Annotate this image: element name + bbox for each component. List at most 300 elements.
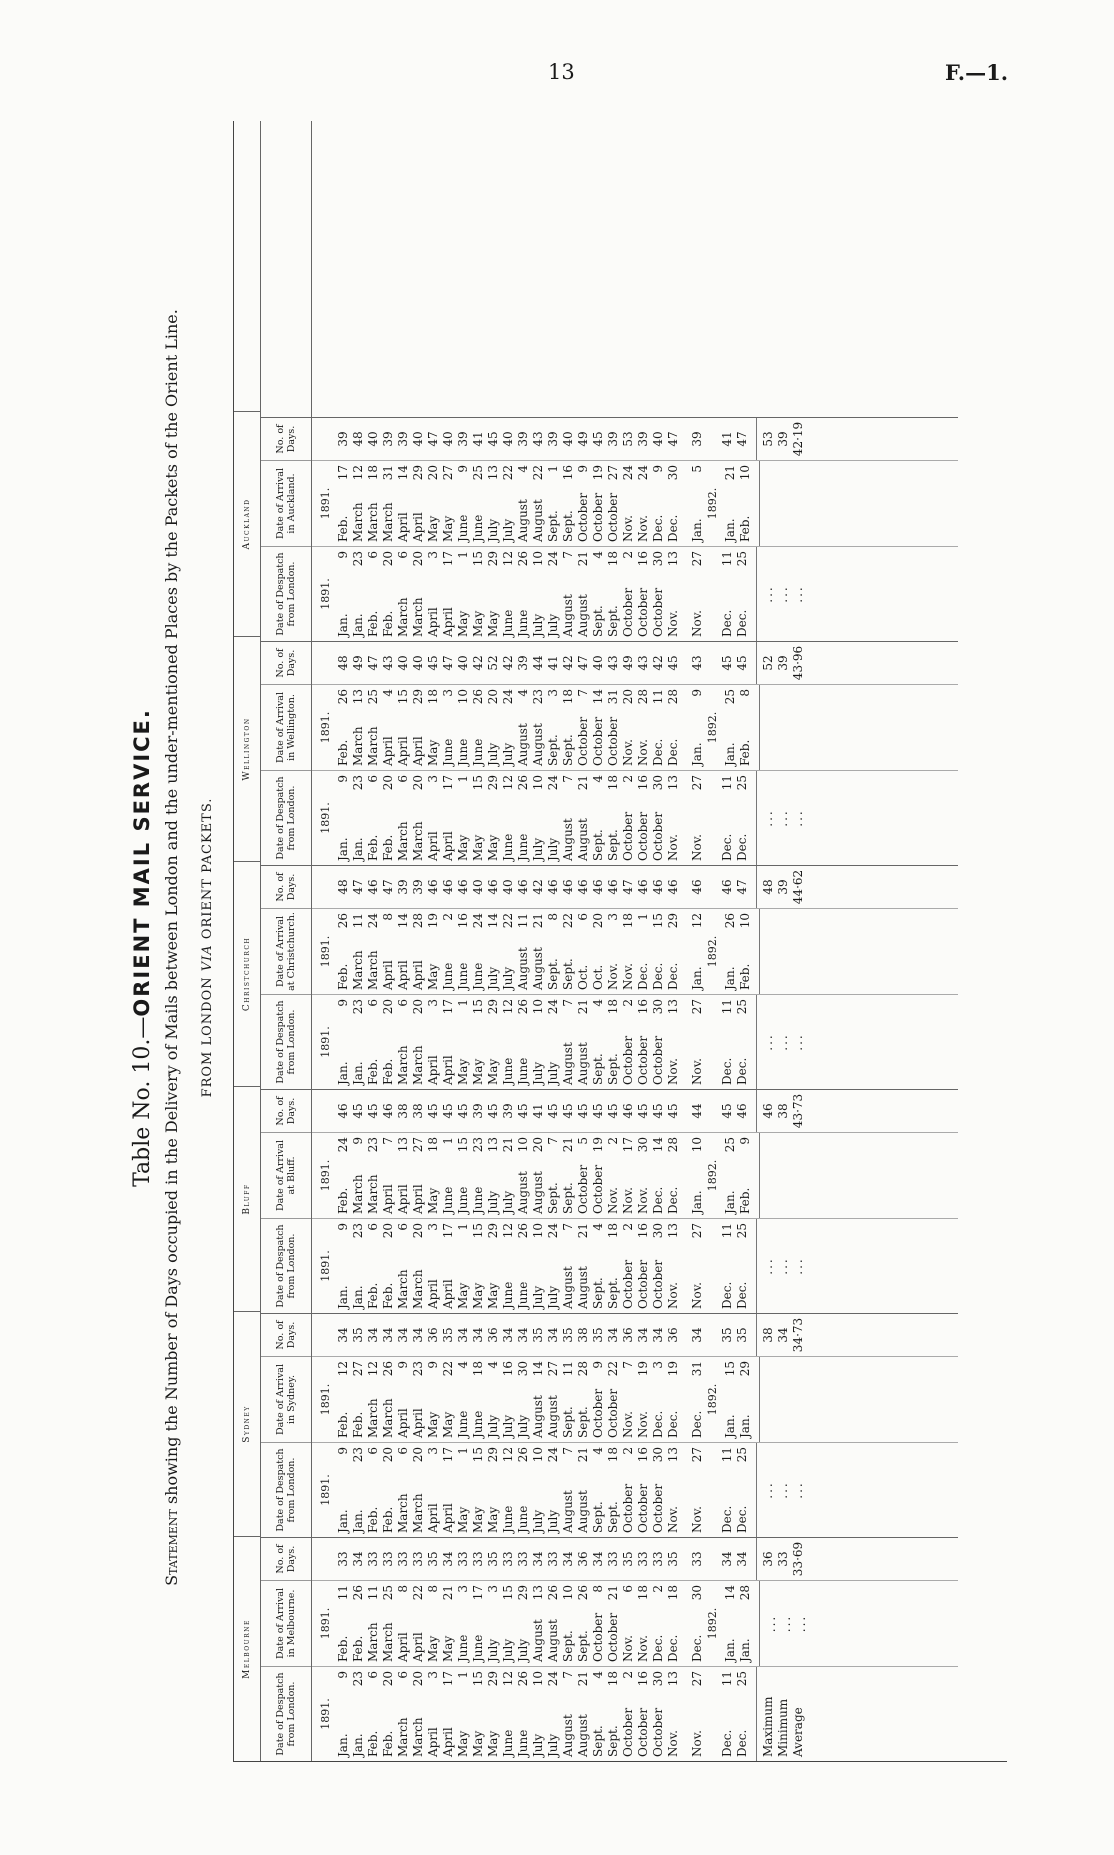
summary-rule — [756, 866, 757, 908]
despatch-month: October — [636, 1035, 650, 1085]
despatch-day: 15 — [471, 999, 485, 1015]
despatch-date — [636, 1443, 651, 1537]
days-value: 40 — [366, 431, 380, 447]
despatch-date — [735, 995, 750, 1089]
summary-dots: ... — [776, 1481, 790, 1499]
days-value: 45 — [591, 1103, 605, 1119]
despatch-day: 18 — [606, 1671, 620, 1687]
despatch-month: April — [426, 1279, 440, 1309]
despatch-month: May — [486, 1506, 500, 1533]
arrival-date — [516, 685, 531, 770]
despatch-date — [336, 1219, 351, 1313]
despatch-date — [441, 1443, 456, 1537]
arrival-month: Feb. — [336, 515, 350, 542]
despatch-day: 6 — [366, 775, 380, 783]
despatch-day: 30 — [651, 1671, 665, 1687]
days-value: 47 — [381, 879, 395, 895]
days-value: 36 — [621, 1327, 635, 1343]
despatch-date — [381, 1443, 396, 1537]
arrival-day: 8 — [396, 1585, 410, 1593]
table-body — [312, 121, 958, 1761]
arrival-month: August — [546, 1619, 560, 1662]
despatch-month: August — [576, 1266, 590, 1309]
despatch-date — [516, 1667, 531, 1761]
arrival-day: 8 — [381, 913, 395, 921]
summary-value-bluff: 38 — [776, 1103, 790, 1119]
arrival-month: Sept. — [576, 1406, 590, 1438]
arrival-date — [666, 1357, 681, 1442]
despatch-day: 23 — [351, 775, 365, 791]
arrival-month: Sept. — [561, 1406, 575, 1438]
despatch-date — [606, 1443, 621, 1537]
arrival-month: Dec. — [666, 514, 680, 542]
arrival-day: 25 — [366, 689, 380, 705]
year-label: 1891. — [319, 1698, 332, 1730]
arrival-day: 30 — [636, 1137, 650, 1153]
despatch-date — [396, 1667, 411, 1761]
arrival-month: April — [411, 512, 425, 542]
year-label: 1891. — [319, 1607, 332, 1640]
despatch-day: 21 — [576, 999, 590, 1015]
arrival-day: 19 — [666, 1361, 680, 1377]
despatch-date — [591, 771, 606, 865]
days-value: 39 — [381, 431, 395, 447]
arrival-month: August — [516, 499, 530, 542]
despatch-day: 23 — [351, 1671, 365, 1687]
arrival-day: 7 — [381, 1137, 395, 1145]
arrival-month: Jan. — [738, 1638, 752, 1662]
arrival-month: July — [501, 966, 515, 990]
days-value: 34 — [546, 1327, 560, 1343]
despatch-month: Nov. — [666, 834, 680, 861]
year-label — [318, 1314, 336, 1356]
days-value: 34 — [396, 1327, 410, 1343]
arrival-date — [690, 1581, 705, 1666]
arrival-month: August — [531, 947, 545, 990]
arrival-day: 28 — [411, 913, 425, 929]
arrival-date — [591, 1133, 606, 1218]
despatch-month: Feb. — [366, 834, 380, 861]
days-value: 39 — [501, 1103, 515, 1119]
days-value: 39 — [636, 431, 650, 447]
despatch-day: 13 — [666, 999, 680, 1015]
arrival-month: March — [381, 502, 395, 542]
days-value: 40 — [471, 879, 485, 895]
arrival-column-wellington — [312, 684, 958, 770]
arrival-month: June — [456, 962, 470, 990]
year-label: 1891. — [319, 487, 332, 520]
arrival-day: 28 — [576, 1361, 590, 1377]
despatch-date — [720, 771, 735, 865]
arrival-day: 14 — [531, 1361, 545, 1377]
city-header-melbourne: Melbourne — [234, 1536, 260, 1761]
despatch-month: Feb. — [381, 1058, 395, 1085]
summary-rule — [756, 1090, 757, 1132]
despatch-month: May — [471, 1730, 485, 1757]
summary-value-bluff: 46 — [761, 1103, 775, 1119]
despatch-date — [426, 1219, 441, 1313]
row-gap — [681, 1538, 690, 1580]
arrival-date — [606, 461, 621, 546]
summary-rule — [759, 909, 760, 994]
arrival-month: June — [456, 1186, 470, 1214]
arrival-month: Nov. — [636, 515, 650, 542]
despatch-day: 1 — [456, 999, 470, 1007]
arrival-month: Nov. — [606, 1187, 620, 1214]
arrival-day: 29 — [516, 1585, 530, 1601]
despatch-date — [576, 1219, 591, 1313]
arrival-month: Feb. — [336, 1411, 350, 1438]
arrival-date — [666, 685, 681, 770]
arrival-month: August — [546, 1395, 560, 1438]
despatch-date — [576, 1667, 591, 1761]
arrival-day: 27 — [546, 1361, 560, 1377]
despatch-month: May — [456, 1282, 470, 1309]
arrival-date — [501, 1357, 516, 1442]
despatch-date — [720, 1443, 735, 1537]
year-label-1892: 1892. — [706, 935, 719, 968]
days-value: 43 — [606, 655, 620, 671]
arrival-month: March — [366, 950, 380, 990]
despatch-month: Dec. — [720, 833, 734, 861]
arrival-month: March — [366, 502, 380, 542]
despatch-day: 20 — [411, 775, 425, 791]
year-label — [318, 1090, 336, 1132]
despatch-day: 4 — [591, 999, 605, 1007]
despatch-date — [411, 547, 426, 641]
arrival-month: May — [426, 1187, 440, 1214]
summary-dots: ... — [761, 809, 775, 827]
despatch-month: June — [501, 609, 515, 637]
arrival-month: Dec. — [636, 962, 650, 990]
arrival-day: 17 — [471, 1585, 485, 1601]
arrival-month: March — [381, 1398, 395, 1438]
arrival-day: 22 — [561, 913, 575, 929]
arrival-date — [411, 1357, 426, 1442]
statement-line — [162, 125, 186, 1770]
days-value: 47 — [576, 655, 590, 671]
arrival-month: July — [516, 1414, 530, 1438]
despatch-month: April — [441, 1055, 455, 1085]
despatch-day: 6 — [396, 1447, 410, 1455]
days-value: 46 — [606, 879, 620, 895]
days-value: 45 — [720, 1103, 734, 1119]
arrival-month: Dec. — [666, 1410, 680, 1438]
despatch-date — [501, 1219, 516, 1313]
despatch-month: July — [546, 1285, 560, 1309]
arrival-day: 18 — [666, 1585, 680, 1601]
arrival-day: 25 — [471, 465, 485, 481]
arrival-date — [336, 1357, 351, 1442]
despatch-month: Dec. — [735, 833, 749, 861]
arrival-day: 23 — [366, 1137, 380, 1153]
arrival-month: Sept. — [561, 510, 575, 542]
summary-value-wellington: 52 — [761, 655, 775, 671]
despatch-day: 20 — [381, 775, 395, 791]
arrival-month: Nov. — [636, 739, 650, 766]
despatch-month: Feb. — [381, 610, 395, 637]
arrival-month: August — [516, 947, 530, 990]
despatch-date — [531, 1667, 546, 1761]
days-value: 45 — [516, 1103, 530, 1119]
row-gap — [681, 1090, 690, 1132]
row-gap — [681, 995, 690, 1089]
despatch-day: 18 — [606, 999, 620, 1015]
despatch-date — [396, 995, 411, 1089]
summary-dots: ... — [761, 585, 775, 603]
days-value: 45 — [351, 1103, 365, 1119]
arrival-date — [456, 685, 471, 770]
arrival-date — [456, 1133, 471, 1218]
despatch-date — [561, 547, 576, 641]
arrival-day: 17 — [621, 1137, 635, 1153]
arrival-date — [651, 1357, 666, 1442]
despatch-date — [651, 1219, 666, 1313]
days-value: 36 — [426, 1327, 440, 1343]
blank-cell — [794, 909, 809, 994]
arrival-day: 12 — [351, 465, 365, 481]
city-header-bluff: Bluff — [234, 1086, 260, 1311]
despatch-day: 6 — [366, 1447, 380, 1455]
despatch-day: 26 — [516, 999, 530, 1015]
arrival-date — [621, 909, 636, 994]
despatch-month: March — [411, 597, 425, 637]
arrival-day: 5 — [690, 465, 704, 473]
arrival-month: October — [576, 492, 590, 542]
arrival-day: 12 — [366, 1361, 380, 1377]
arrival-date — [486, 909, 501, 994]
summary-value-christchurch: 44·62 — [791, 869, 805, 905]
arrival-day: 1 — [636, 913, 650, 921]
days-value: 34 — [531, 1551, 545, 1567]
summary-rule — [756, 1314, 757, 1356]
despatch-month: April — [426, 607, 440, 637]
arrival-month: October — [591, 1388, 605, 1438]
year-label: 1891. — [319, 802, 332, 834]
blank-cell — [779, 461, 794, 546]
city-group-header — [234, 121, 261, 1761]
days-value: 46 — [486, 879, 500, 895]
subheading-via: VIA — [200, 944, 215, 972]
days-value: 40 — [456, 655, 470, 671]
despatch-day: 10 — [531, 1223, 545, 1239]
despatch-day: 17 — [441, 1671, 455, 1687]
arrival-day: 15 — [456, 1137, 470, 1153]
despatch-date — [351, 1667, 366, 1761]
days-value: 49 — [576, 431, 590, 447]
days-value: 39 — [516, 655, 530, 671]
despatch-month: July — [531, 1733, 545, 1757]
days-value: 40 — [591, 655, 605, 671]
despatch-date — [666, 1667, 681, 1761]
arrival-month: June — [441, 738, 455, 766]
summary-rule — [756, 418, 757, 460]
summary-dots: ... — [776, 1257, 790, 1275]
arrival-date — [486, 1357, 501, 1442]
arrival-day: 27 — [411, 1137, 425, 1153]
summary-value-sydney: 34 — [776, 1327, 790, 1343]
summary-value-auckland: 39 — [776, 431, 790, 447]
arrival-month: Jan. — [690, 1190, 704, 1214]
arrival-date — [396, 1581, 411, 1666]
despatch-day: 30 — [651, 1447, 665, 1463]
despatch-day: 4 — [591, 1447, 605, 1455]
days-value: 53 — [621, 431, 635, 447]
summary-rule — [756, 642, 757, 684]
days-value: 46 — [516, 879, 530, 895]
arrival-header-sydney: Date of Arrival in Sydney. — [261, 1356, 311, 1442]
despatch-month: Sept. — [606, 1277, 620, 1309]
despatch-date — [471, 1667, 486, 1761]
despatch-month: Feb. — [366, 1730, 380, 1757]
despatch-month: Feb. — [366, 1506, 380, 1533]
arrival-day: 19 — [636, 1361, 650, 1377]
arrival-date — [381, 1581, 396, 1666]
statement-lead: Statement — [162, 1509, 181, 1586]
days-value: 34 — [366, 1327, 380, 1343]
despatch-day: 30 — [651, 775, 665, 791]
despatch-month: October — [636, 811, 650, 861]
despatch-date — [366, 771, 381, 865]
arrival-day: 24 — [471, 913, 485, 929]
arrival-day: 3 — [456, 1585, 470, 1593]
despatch-date — [366, 995, 381, 1089]
arrival-date — [396, 1357, 411, 1442]
despatch-month: June — [501, 1281, 515, 1309]
arrival-month: April — [396, 1408, 410, 1438]
days-value: 39 — [411, 879, 425, 895]
arrival-month: June — [441, 1186, 455, 1214]
arrival-month: May — [426, 1635, 440, 1662]
subheading-lead: FROM LONDON — [200, 971, 215, 1098]
despatch-month: Sept. — [606, 1725, 620, 1757]
blank-cell — [764, 909, 779, 994]
arrival-date — [471, 1581, 486, 1666]
despatch-day: 17 — [441, 775, 455, 791]
despatch-day: 6 — [366, 1671, 380, 1679]
despatch-month: July — [531, 1061, 545, 1085]
despatch-month: July — [531, 837, 545, 861]
arrival-date — [591, 461, 606, 546]
despatch-date — [426, 1667, 441, 1761]
arrival-month: June — [456, 738, 470, 766]
arrival-day: 25 — [381, 1585, 395, 1601]
arrival-month: Feb. — [336, 739, 350, 766]
despatch-month: July — [546, 1061, 560, 1085]
despatch-day: 11 — [720, 999, 734, 1015]
days-value: 35 — [351, 1327, 365, 1343]
despatch-day: 27 — [690, 551, 704, 567]
despatch-column-wellington — [312, 770, 958, 865]
arrival-day: 10 — [738, 913, 752, 929]
despatch-date — [666, 1219, 681, 1313]
title-main: ORIENT MAIL SERVICE. — [130, 708, 154, 1017]
city-header-christchurch: Christchurch — [234, 861, 260, 1086]
despatch-month: May — [471, 610, 485, 637]
arrival-month: March — [351, 726, 365, 766]
despatch-month: May — [456, 1730, 470, 1757]
despatch-day: 23 — [351, 551, 365, 567]
summary-dots: ... — [791, 1481, 805, 1499]
table-title — [130, 125, 160, 1770]
despatch-header-christchurch: Date of Despatch from London. — [261, 994, 311, 1089]
summary-dots: ... — [791, 1257, 805, 1275]
arrival-day: 8 — [546, 913, 560, 921]
despatch-day: 27 — [690, 1447, 704, 1463]
summary-dots: ... — [761, 1481, 775, 1499]
despatch-day: 29 — [486, 551, 500, 567]
arrival-date — [336, 1581, 351, 1666]
despatch-date — [501, 547, 516, 641]
despatch-day: 26 — [516, 1671, 530, 1687]
arrival-date — [576, 909, 591, 994]
despatch-day: 4 — [591, 775, 605, 783]
despatch-day: 10 — [531, 999, 545, 1015]
arrival-month: May — [441, 1635, 455, 1662]
arrival-day: 13 — [351, 689, 365, 705]
arrival-day: 18 — [561, 689, 575, 705]
arrival-month: May — [441, 1411, 455, 1438]
despatch-month: May — [471, 1058, 485, 1085]
arrival-day: 15 — [501, 1585, 515, 1601]
arrival-month: Dec. — [666, 1186, 680, 1214]
despatch-date — [396, 1443, 411, 1537]
despatch-day: 29 — [486, 1671, 500, 1687]
arrival-date — [666, 1133, 681, 1218]
summary-rule — [759, 685, 760, 770]
arrival-date — [411, 1581, 426, 1666]
arrival-day: 21 — [606, 1585, 620, 1601]
arrival-date — [381, 1133, 396, 1218]
arrival-date — [690, 1133, 705, 1218]
days-value: 35 — [561, 1327, 575, 1343]
arrival-day: 14 — [723, 1585, 737, 1601]
arrival-date — [651, 461, 666, 546]
days-value: 47 — [366, 655, 380, 671]
despatch-day: 20 — [411, 1447, 425, 1463]
despatch-date — [576, 1443, 591, 1537]
days-value: 45 — [561, 1103, 575, 1119]
arrival-day: 20 — [486, 689, 500, 705]
arrival-date — [690, 1357, 705, 1442]
arrival-day: 29 — [666, 913, 680, 929]
arrival-date — [546, 461, 561, 546]
despatch-date — [516, 1219, 531, 1313]
arrival-day: 18 — [471, 1361, 485, 1377]
despatch-month: Jan. — [351, 1509, 365, 1533]
summary-rule — [756, 1538, 757, 1580]
arrival-date — [366, 1133, 381, 1218]
despatch-day: 21 — [576, 775, 590, 791]
despatch-month: June — [516, 1057, 530, 1085]
arrival-day: 10 — [516, 1137, 530, 1153]
arrival-month: July — [486, 1414, 500, 1438]
blank-cell — [779, 909, 794, 994]
summary-value-sydney: 38 — [761, 1327, 775, 1343]
despatch-date — [426, 547, 441, 641]
days-value: 46 — [546, 879, 560, 895]
row-gap — [681, 1133, 690, 1218]
despatch-day: 6 — [396, 1223, 410, 1231]
despatch-date — [606, 547, 621, 641]
despatch-day: 2 — [621, 551, 635, 559]
arrival-day: 24 — [336, 1137, 350, 1153]
arrival-month: July — [501, 742, 515, 766]
despatch-header-wellington: Date of Despatch from London. — [261, 770, 311, 865]
arrival-date — [723, 1133, 738, 1218]
arrival-date — [471, 461, 486, 546]
arrival-day: 14 — [486, 913, 500, 929]
